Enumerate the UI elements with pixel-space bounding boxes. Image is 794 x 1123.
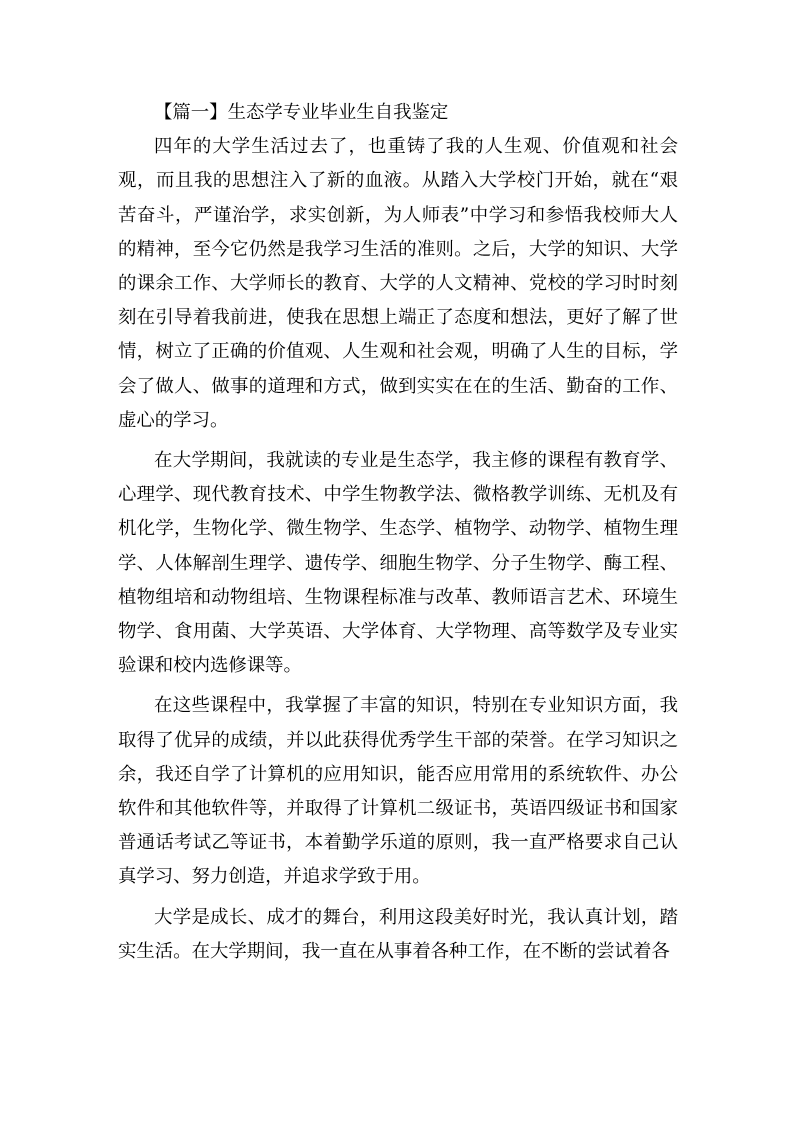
paragraph-achievements: 在这些课程中，我掌握了丰富的知识，特别在专业知识方面，我取得了优异的成绩，并以此获得优秀学生干部的荣誉。在学习知识之余，我还自学了计算机的应用知识，能否应用常用的系统软件、办公软件和其他软件等，并取得了计算机二级证书，英语四级证书和国家普通话考试乙等证书，本着勤学乐道的原则，我一直严格要求自己认真学习、努力创造，并追求学致于用。 [118, 695, 678, 888]
document-body [118, 96, 678, 975]
paragraph-courses: 在大学期间，我就读的专业是生态学，我主修的课程有教育学、心理学、现代教育技术、中学生物教学法、微格教学训练、无机及有机化学，生物化学、微生物学、生态学、植物学、动物学、植物生理学、人体解剖生理学、遗传学、细胞生物学、分子生物学、酶工程、植物组培和动物组培、生物课程标准与改革、教师语言艺术、环境生物学、食用菌、大学英语、大学体育、大学物理、高等数学及专业实验课和校内选修课等。 [118, 450, 678, 677]
paragraph-work: 大学是成长、成才的舞台，利用这段美好时光，我认真计划，踏实生活。在大学期间，我一直在从事着各种工作，在不断的尝试着各 [118, 906, 678, 962]
document-title: 【篇一】生态学专业毕业生自我鉴定 [154, 102, 449, 123]
paragraph-intro: 四年的大学生活过去了，也重铸了我的人生观、价值观和社会观，而且我的思想注入了新的血液。从踏入大学校门开始，就在“艰苦奋斗，严谨治学，求实创新，为人师表”中学习和参悟我校师大人的精神，至今它仍然是我学习生活的准则。之后，大学的知识、大学的课余工作、大学师长的教育、大学的人文精神、党校的学习时时刻刻在引导着我前进，使我在思想上端正了态度和想法，更好了解了世情，树立了正确的价值观、人生观和社会观，明确了人生的目标，学会了做人、做事的道理和方式，做到实实在在的生活、勤奋的工作、虚心的学习。 [118, 136, 678, 431]
